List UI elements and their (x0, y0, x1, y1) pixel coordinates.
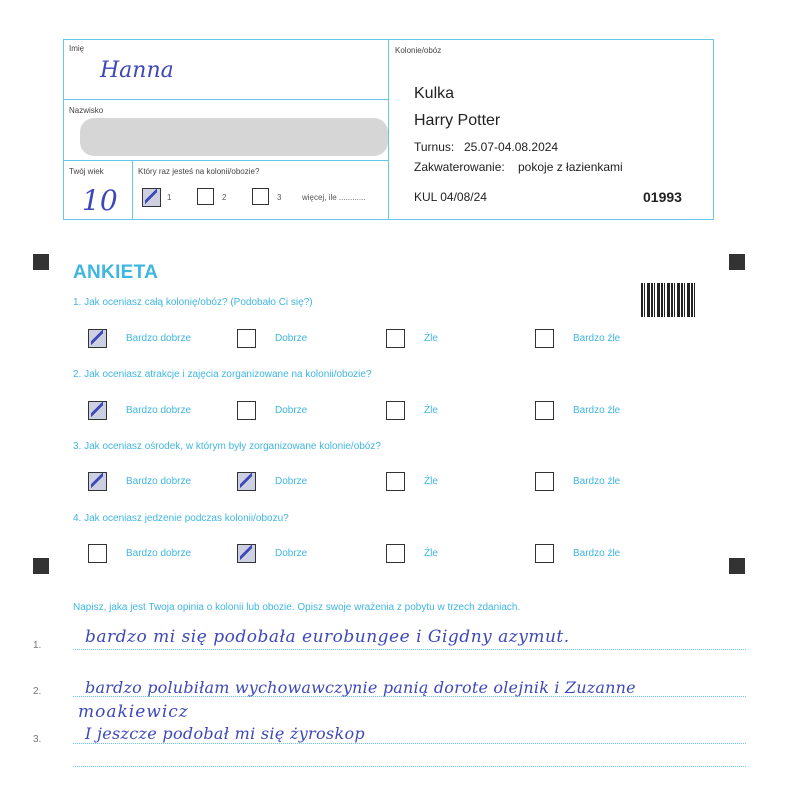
q2-bardzo-zle-label: Bardzo źle (573, 405, 621, 416)
times-option-more-label: więcej, ile ............ (302, 193, 366, 202)
line-number-1: 1. (33, 640, 42, 651)
q3-bardzo-dobrze-label: Bardzo dobrze (126, 476, 192, 487)
surname-redacted-field[interactable] (80, 118, 388, 156)
q4-bardzo-dobrze-checkbox[interactable] (88, 544, 107, 563)
barcode-icon (641, 283, 696, 317)
q3-zle-checkbox[interactable] (386, 472, 405, 491)
answer-1[interactable]: bardzo mi się podobała eurobungee i Gigdny azymut. (85, 627, 570, 647)
registration-marker-top-right (729, 254, 745, 270)
q2-bardzo-zle-checkbox[interactable] (535, 401, 554, 420)
line-number-3: 3. (33, 734, 42, 745)
name-value[interactable]: Hanna (100, 58, 174, 83)
times-option-3-label: 3 (277, 193, 282, 202)
survey-title: ANKIETA (73, 262, 159, 283)
times-option-1-checkbox[interactable] (142, 188, 161, 207)
times-option-3-checkbox[interactable] (252, 188, 269, 205)
camp-label: Kolonie/obóz (395, 46, 442, 55)
q2-dobrze-checkbox[interactable] (237, 401, 256, 420)
q1-zle-checkbox[interactable] (386, 329, 405, 348)
age-label: Twój wiek (69, 167, 104, 176)
camp-theme: Harry Potter (414, 112, 501, 129)
registration-marker-top-left (33, 254, 49, 270)
q2-bardzo-dobrze-checkbox[interactable] (88, 401, 107, 420)
times-option-2-checkbox[interactable] (197, 188, 214, 205)
camp-code: KUL 04/08/24 (414, 190, 487, 204)
accommodation-value: pokoje z łazienkami (518, 160, 623, 174)
q4-dobrze-checkbox[interactable] (237, 544, 256, 563)
q2-zle-label: Źle (424, 405, 438, 416)
q4-bardzo-dobrze-label: Bardzo dobrze (126, 548, 192, 559)
turnus-label: Turnus: (414, 140, 455, 154)
question-2: 2. Jak oceniasz atrakcje i zajęcia zorganizowane na kolonii/obozie? (73, 369, 372, 380)
question-4: 4. Jak oceniasz jedzenie podczas kolonii/obozu? (73, 513, 289, 524)
times-option-1-label: 1 (167, 193, 172, 202)
header-divider-surname (63, 160, 388, 161)
q1-zle-label: Źle (424, 333, 438, 344)
registration-marker-bottom-right (729, 558, 745, 574)
opinion-instruction: Napisz, jaka jest Twoja opinia o kolonii lub obozie. Opisz swoje wrażenia z pobytu w trzech zdaniach. (73, 602, 521, 613)
name-label: Imię (69, 44, 85, 53)
q3-bardzo-zle-checkbox[interactable] (535, 472, 554, 491)
header-divider-age (132, 160, 133, 220)
line-number-2: 2. (33, 686, 42, 697)
q1-dobrze-label: Dobrze (275, 333, 308, 344)
answer-2[interactable]: bardzo polubiłam wychowawczynie panią dorote olejnik i Zuzanne (85, 678, 636, 697)
turnus-value: 25.07-04.08.2024 (464, 140, 559, 154)
surname-label: Nazwisko (69, 106, 104, 115)
header-divider-name (63, 99, 388, 100)
q2-zle-checkbox[interactable] (386, 401, 405, 420)
q4-dobrze-label: Dobrze (275, 548, 308, 559)
q3-dobrze-checkbox[interactable] (237, 472, 256, 491)
question-3: 3. Jak oceniasz ośrodek, w którym były zorganizowane kolonie/obóz? (73, 441, 381, 452)
q1-bardzo-zle-label: Bardzo źle (573, 333, 621, 344)
q1-dobrze-checkbox[interactable] (237, 329, 256, 348)
q1-bardzo-zle-checkbox[interactable] (535, 329, 554, 348)
q1-bardzo-dobrze-label: Bardzo dobrze (126, 333, 192, 344)
q3-dobrze-label: Dobrze (275, 476, 308, 487)
answer-line-4 (73, 766, 746, 767)
q4-bardzo-zle-checkbox[interactable] (535, 544, 554, 563)
q4-bardzo-zle-label: Bardzo źle (573, 548, 621, 559)
q3-bardzo-zle-label: Bardzo źle (573, 476, 621, 487)
times-option-2-label: 2 (222, 193, 227, 202)
accommodation-label: Zakwaterowanie: (414, 160, 505, 174)
header-divider-vertical (388, 39, 389, 220)
q2-dobrze-label: Dobrze (275, 405, 308, 416)
age-value[interactable]: 10 (82, 184, 118, 217)
q3-zle-label: Źle (424, 476, 438, 487)
times-label: Który raz jesteś na kolonii/obozie? (138, 167, 260, 176)
q1-bardzo-dobrze-checkbox[interactable] (88, 329, 107, 348)
registration-marker-bottom-left (33, 558, 49, 574)
form-number: 01993 (643, 189, 682, 205)
answer-line-3 (73, 743, 746, 744)
answer-2-continued[interactable]: moakiewicz (78, 702, 189, 722)
q3-bardzo-dobrze-checkbox[interactable] (88, 472, 107, 491)
camp-name: Kulka (414, 85, 455, 102)
q4-zle-label: Źle (424, 548, 438, 559)
question-1: 1. Jak oceniasz całą kolonię/obóz? (Podobało Ci się?) (73, 297, 313, 308)
answer-3[interactable]: I jeszcze podobał mi się żyroskop (85, 724, 365, 743)
q2-bardzo-dobrze-label: Bardzo dobrze (126, 405, 192, 416)
q4-zle-checkbox[interactable] (386, 544, 405, 563)
answer-line-1 (73, 649, 746, 650)
